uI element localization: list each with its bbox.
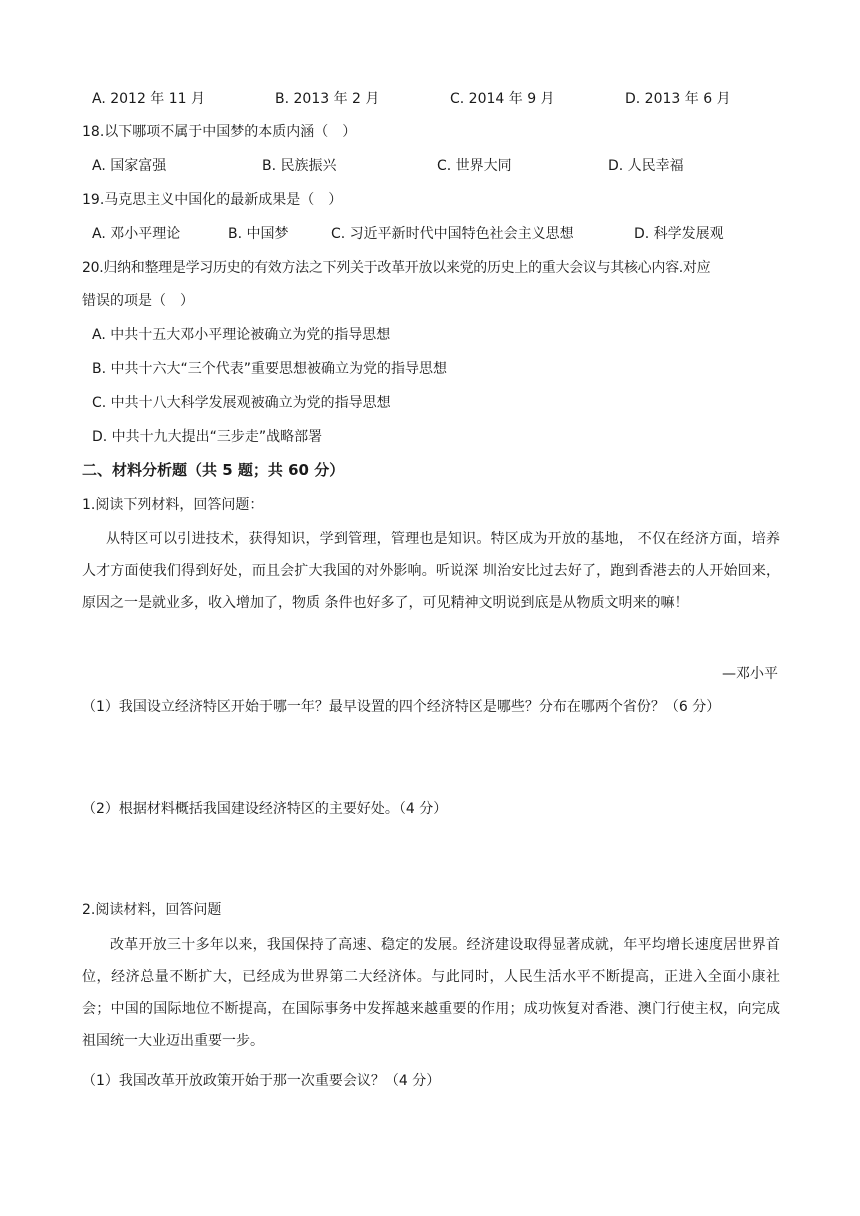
material2-intro: 2.阅读材料，回答问题 xyxy=(82,902,222,918)
q18-option-a: A. 国家富强 xyxy=(92,158,167,174)
q17-option-b: B. 2013 年 2 月 xyxy=(275,91,380,107)
q17-option-c: C. 2014 年 9 月 xyxy=(450,91,555,107)
q18-option-d: D. 人民幸福 xyxy=(608,158,684,174)
material1-intro: 1.阅读下列材料，回答问题： xyxy=(82,497,264,513)
q20-option-d: D. 中共十九大提出“三步走”战略部署 xyxy=(92,429,323,445)
q17-option-d: D. 2013 年 6 月 xyxy=(625,91,731,107)
q17-option-a: A. 2012 年 11 月 xyxy=(92,91,206,107)
section-heading: 二、材料分析题（共 5 题；共 60 分） xyxy=(82,461,345,479)
q20-stem-line1: 20.归纳和整理是学习历史的有效方法之下列关于改革开放以来党的历史上的重大会议与其核心内容.对应 xyxy=(82,260,711,276)
material1-question-2: （2）根据材料概括我国建设经济特区的主要好处。（4 分） xyxy=(82,801,448,817)
q18-stem: 18.以下哪项不属于中国梦的本质内涵（ ） xyxy=(82,124,357,140)
material1-passage: 从特区可以引进技术，获得知识，学到管理，管理也是知识。特区成为开放的基地， 不仅在经济方面，培养人才方面使我们得到好处，而且会扩大我国的对外影响。听说深 圳治安比过去好了，跑到香港去的人开始回来，原因之一是就业多，收入增加了，物质 条件也好多了，可见精神文明说到底是从物质文明来的嘛！ xyxy=(82,531,780,611)
q20-option-a: A. 中共十五大邓小平理论被确立为党的指导思想 xyxy=(92,327,391,343)
q18-option-b: B. 民族振兴 xyxy=(262,158,337,174)
q20-option-b: B. 中共十六大“三个代表”重要思想被确立为党的指导思想 xyxy=(92,361,448,377)
material2-passage: 改革开放三十多年以来，我国保持了高速、稳定的发展。经济建设取得显著成就，年平均增长速度居世界首位，经济总量不断扩大，已经成为世界第二大经济体。与此同时，人民生活水平不断提高，正进入全面小康社会；中国的国际地位不断提高，在国际事务中发挥越来越重要的作用；成功恢复对香港、澳门行使主权，向完成祖国统一大业迈出重要一步。 xyxy=(82,937,780,1049)
q19-option-a: A. 邓小平理论 xyxy=(92,226,181,242)
q19-stem: 19.马克思主义中国化的最新成果是（ ） xyxy=(82,192,343,208)
q20-option-c: C. 中共十八大科学发展观被确立为党的指导思想 xyxy=(92,395,391,411)
q19-option-d: D. 科学发展观 xyxy=(634,226,724,242)
q20-stem-line2: 错误的项是（ ） xyxy=(82,293,194,309)
q19-option-c: C. 习近平新时代中国特色社会主义思想 xyxy=(331,226,574,242)
q19-option-b: B. 中国梦 xyxy=(228,226,289,242)
material1-attribution: —邓小平 xyxy=(722,666,778,682)
material2-question-1: （1）我国改革开放政策开始于那一次重要会议？（4 分） xyxy=(82,1073,441,1089)
q18-option-c: C. 世界大同 xyxy=(437,158,512,174)
material1-question-1: （1）我国设立经济特区开始于哪一年？最早设置的四个经济特区是哪些？分布在哪两个省份？（6 分） xyxy=(82,699,721,715)
